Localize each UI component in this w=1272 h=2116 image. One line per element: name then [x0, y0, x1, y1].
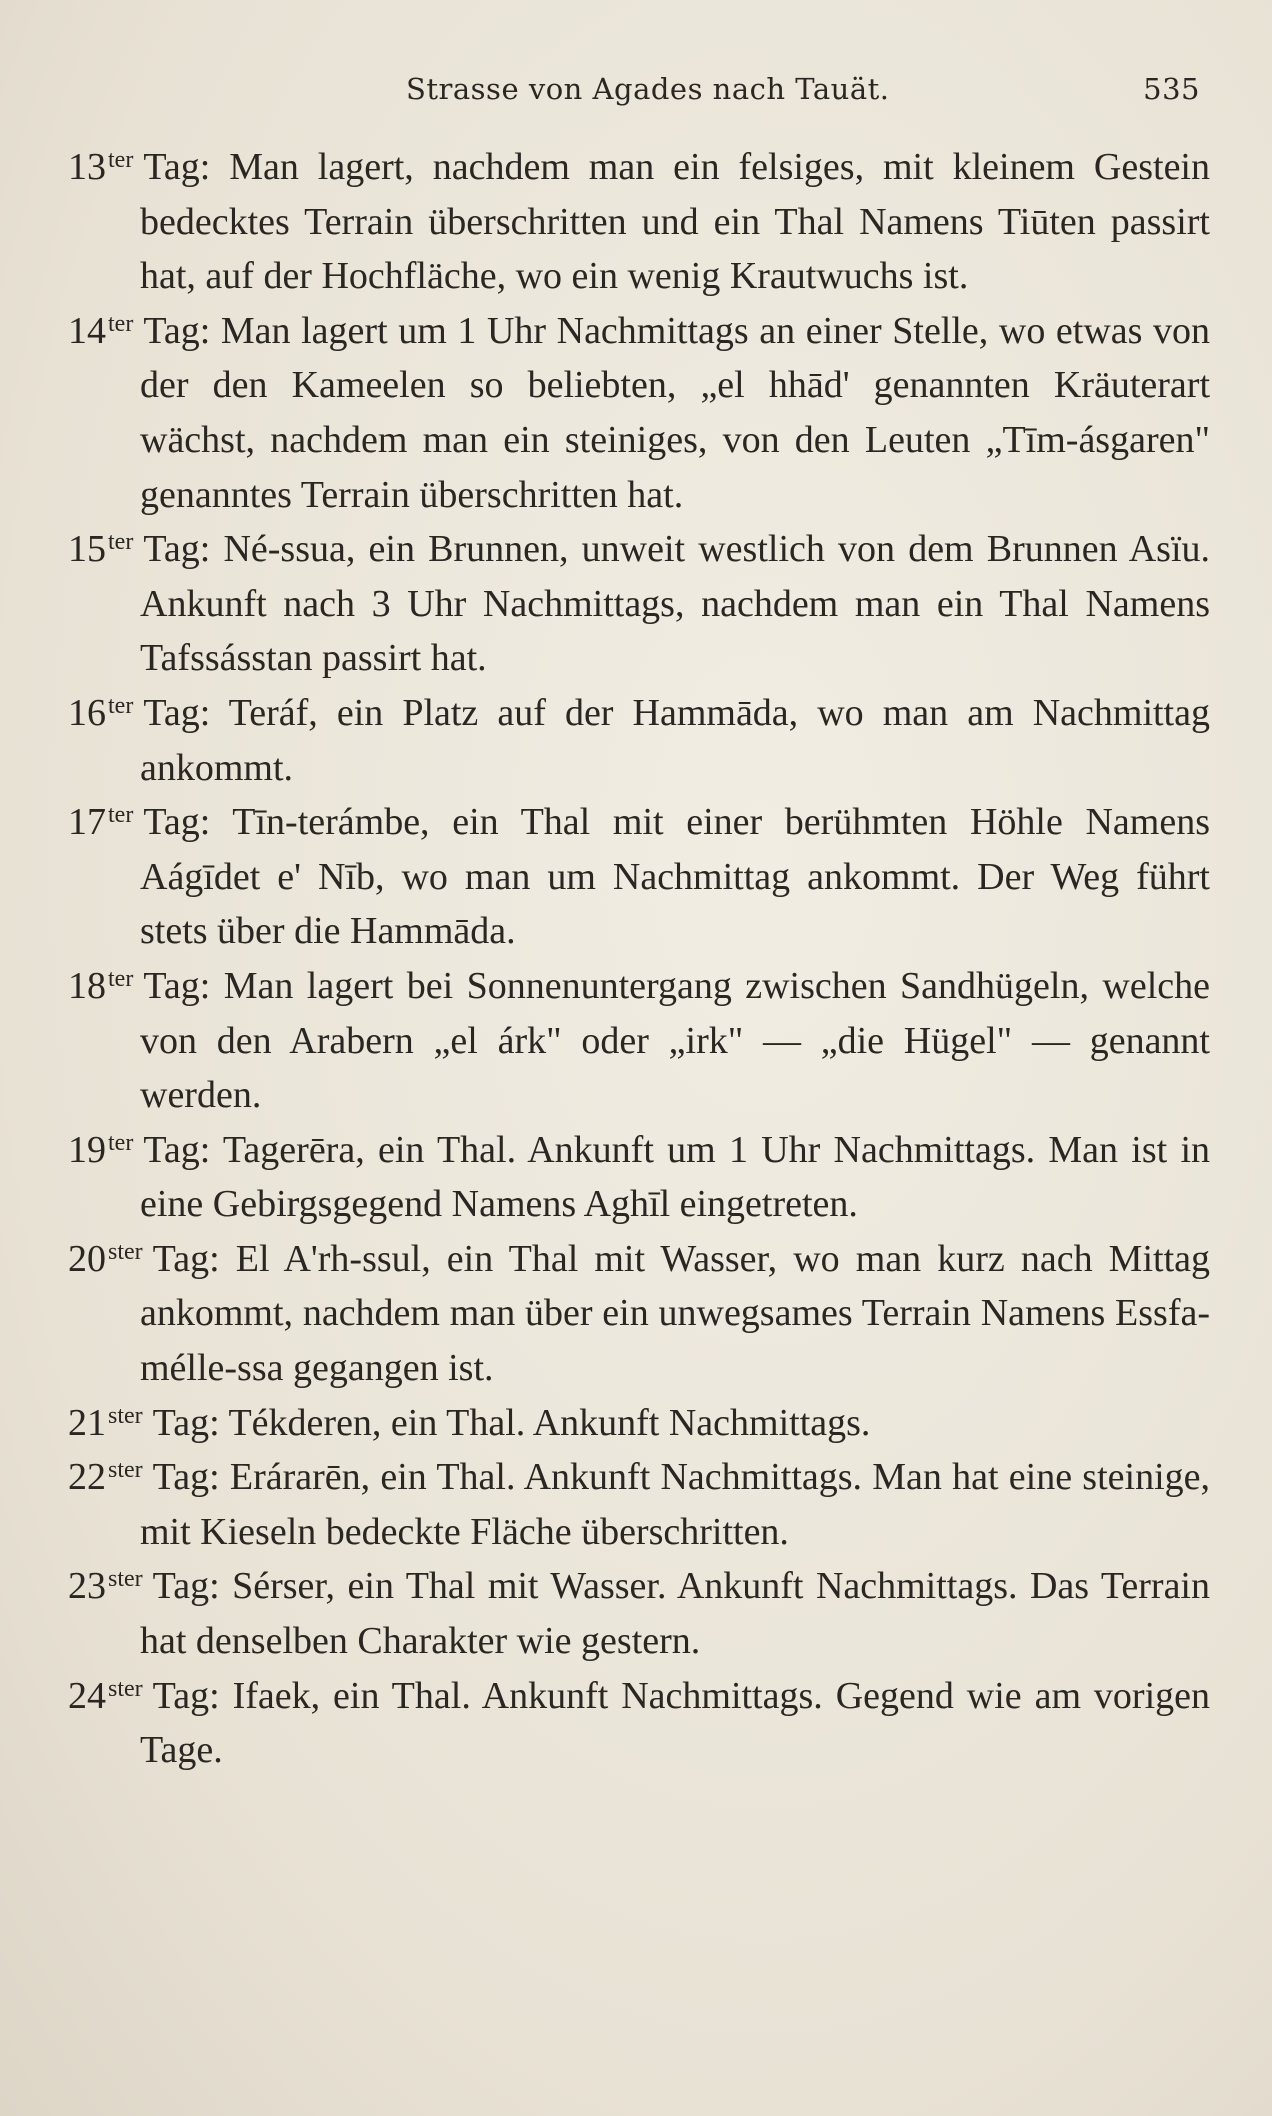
day-ordinal-suffix: ster — [108, 1457, 143, 1484]
day-text: Ifaek, ein Thal. Ankunft Nachmittags. Gegend wie am vorigen Tage. — [140, 1674, 1210, 1772]
day-word: Tag: — [152, 1565, 220, 1608]
day-ordinal-suffix: ter — [108, 529, 134, 556]
day-ordinal-suffix: ter — [108, 965, 134, 992]
page-number: 535 — [1143, 72, 1200, 106]
day-text: Tagerēra, ein Thal. Ankunft um 1 Uhr Nachmittags. Man ist in eine Gebirgsgegend Namens Aghīl eingetreten. — [140, 1128, 1210, 1226]
day-ordinal-suffix: ster — [108, 1675, 143, 1702]
day-ordinal-suffix: ster — [108, 1566, 143, 1593]
day-entry — [68, 1123, 1210, 1232]
day-entry — [68, 1559, 1210, 1668]
day-word: Tag: — [143, 146, 211, 188]
day-entry — [68, 1450, 1210, 1559]
day-entry — [68, 795, 1210, 959]
day-text: Teráf, ein Platz auf der Hammāda, wo man am Nachmittag ankommt. — [140, 691, 1210, 789]
day-entry — [68, 304, 1210, 522]
day-entry — [68, 959, 1210, 1123]
day-entry — [68, 686, 1210, 795]
day-word: Tag: — [152, 1456, 220, 1499]
day-text: Man lagert, nachdem man ein felsiges, mit kleinem Gestein bedecktes Terrain überschritten und ein Thal Namens Tiūten passirt hat, auf der Hochfläche, wo ein wenig Krautwuchs ist. — [140, 146, 1210, 298]
day-ordinal-suffix: ster — [108, 1238, 143, 1265]
running-head — [68, 72, 1210, 132]
day-word: Tag: — [143, 691, 211, 734]
day-word: Tag: — [143, 309, 211, 352]
day-number: 20 — [68, 1237, 106, 1280]
day-number: 17 — [68, 801, 106, 844]
day-ordinal-suffix: ster — [108, 1402, 143, 1429]
day-text: Man lagert bei Sonnenuntergang zwischen Sandhügeln, welche von den Arabern „el árk" oder „irk" — „die Hügel" — genannt werden. — [140, 964, 1210, 1117]
day-text: Erárarēn, ein Thal. Ankunft Nachmittags. Man hat eine steinige, mit Kieseln bedeckte Fläche überschritten. — [140, 1456, 1211, 1553]
day-word: Tag: — [152, 1674, 220, 1717]
day-entry — [68, 1396, 1210, 1451]
day-ordinal-suffix: ter — [108, 802, 134, 829]
day-text: El A'rh-ssul, ein Thal mit Wasser, wo man kurz nach Mittag ankommt, nachdem man über ein unwegsames Terrain Namens Essfa-mélle-ssa gegangen ist. — [140, 1237, 1211, 1390]
day-word: Tag: — [143, 1128, 211, 1171]
day-entry — [68, 522, 1210, 686]
day-entry — [68, 1669, 1210, 1778]
day-entry — [68, 140, 1210, 304]
day-ordinal-suffix: ter — [108, 1129, 134, 1156]
day-number: 15 — [68, 528, 106, 571]
day-word: Tag: — [143, 801, 211, 844]
day-number: 16 — [68, 691, 106, 734]
day-word: Tag: — [143, 964, 211, 1007]
day-number: 23 — [68, 1565, 106, 1608]
day-word: Tag: — [143, 528, 211, 571]
day-text: Sérser, ein Thal mit Wasser. Ankunft Nachmittags. Das Terrain hat denselben Charakter wie gestern. — [140, 1565, 1210, 1663]
day-number: 22 — [68, 1456, 106, 1499]
day-text: Tīn-terámbe, ein Thal mit einer berühmten Höhle Namens Aágīdet e' Nīb, wo man um Nachmittag ankommt. Der Weg führt stets über die Hammāda. — [140, 801, 1210, 953]
day-text: Tékderen, ein Thal. Ankunft Nachmittags. — [228, 1401, 871, 1444]
day-entries — [68, 140, 1210, 1778]
day-text: Né-ssua, ein Brunnen, unweit westlich von dem Brunnen Asïu. Ankunft nach 3 Uhr Nachmittags, nachdem man ein Thal Namens Tafssásstan passirt hat. — [140, 528, 1210, 680]
day-number: 19 — [68, 1128, 106, 1171]
day-word: Tag: — [152, 1401, 220, 1444]
day-word: Tag: — [152, 1237, 220, 1280]
day-ordinal-suffix: ter — [108, 692, 134, 719]
day-ordinal-suffix: ter — [108, 147, 134, 173]
day-number: 24 — [68, 1674, 106, 1717]
day-ordinal-suffix: ter — [108, 310, 134, 337]
day-text: Man lagert um 1 Uhr Nachmittags an einer Stelle, wo etwas von der den Kameelen so beliebten, „el hhād' genannten Kräuterart wächst, nachdem man ein steiniges, von den Leuten „Tīm-ásgaren" genanntes Terrain überschritten hat. — [140, 309, 1211, 516]
day-number: 18 — [68, 964, 106, 1007]
running-head-title: Strasse von Agades nach Tauät. — [406, 72, 890, 106]
day-number: 13 — [68, 146, 106, 188]
day-number: 21 — [68, 1401, 106, 1444]
day-number: 14 — [68, 309, 106, 352]
day-entry — [68, 1232, 1210, 1396]
